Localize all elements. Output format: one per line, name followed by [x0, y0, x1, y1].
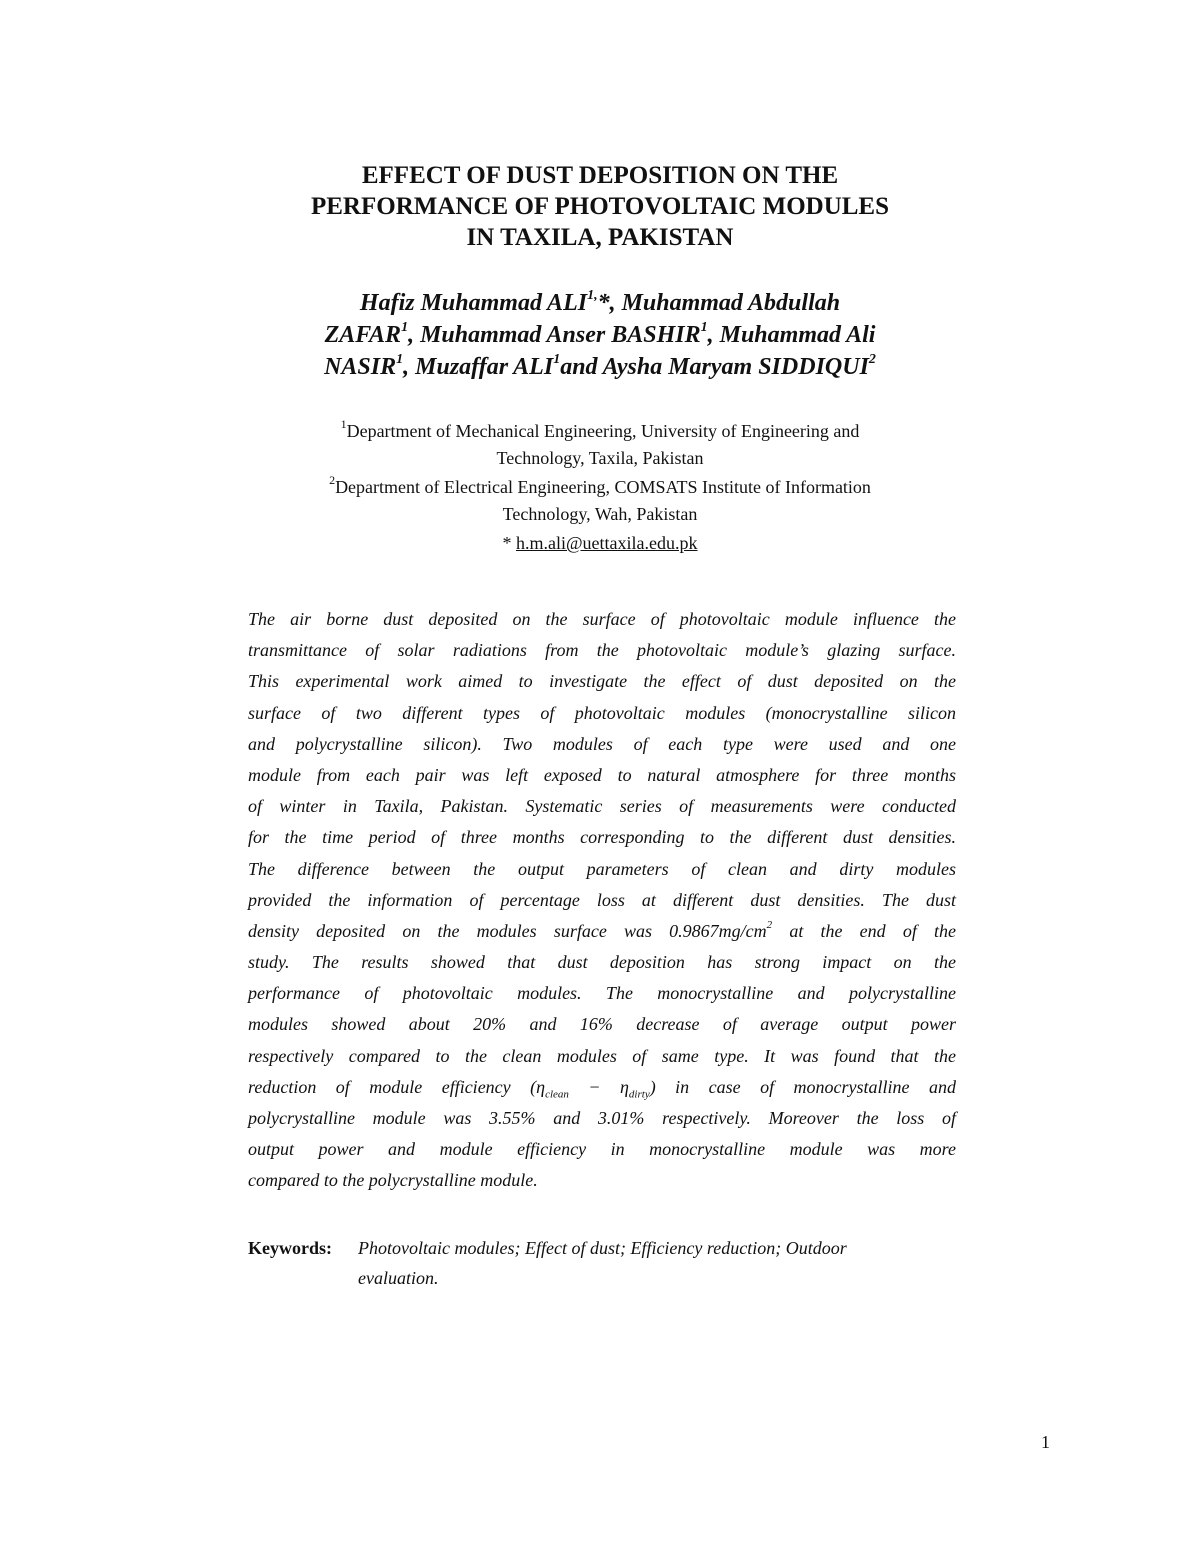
title-line: EFFECT OF DUST DEPOSITION ON THE [361, 162, 839, 189]
abstract-line: performance of photovoltaic modules. The monocrystalline and polycrystalline [248, 983, 956, 1004]
author-line [200, 319, 1000, 351]
author-affiliation-mark: 1 [401, 320, 409, 335]
keywords-label: Keywords: [248, 1238, 332, 1258]
author-affiliation-mark: 1 [553, 352, 561, 367]
abstract-line: and polycrystalline silicon). Two modules of each type were used and one [248, 733, 956, 754]
author-affiliation-mark: 1 [700, 320, 708, 335]
eta-subscript: clean [545, 1088, 569, 1101]
author-name: *, Muhammad Abdullah [597, 290, 841, 316]
abstract-line: provided the information of percentage loss at different dust densities. The dust [248, 889, 956, 910]
keywords-text: Photovoltaic modules; Effect of dust; Efficiency reduction; Outdoor [358, 1238, 847, 1258]
author-line [200, 287, 1000, 319]
affiliation-text: Technology, Taxila, Pakistan [496, 448, 704, 468]
abstract-line: surface of two different types of photovoltaic modules (monocrystalline silicon [248, 702, 956, 723]
minus-sign: − [568, 1076, 620, 1097]
eta-subscript: dirty [628, 1088, 650, 1101]
keywords-text: evaluation. [358, 1268, 439, 1288]
email-prefix: * [502, 533, 516, 553]
author-list [200, 287, 1000, 383]
abstract-line: modules showed about 20% and 16% decrease of average output power [248, 1014, 956, 1035]
abstract-line: polycrystalline module was 3.55% and 3.01% respectively. Moreover the loss of [248, 1108, 956, 1128]
density-text: at the end of the [772, 920, 956, 941]
abstract-line: compared to the polycrystalline module. [248, 1170, 538, 1191]
abstract-line: The air borne dust deposited on the surface of photovoltaic module influence the [248, 609, 956, 629]
abstract-line: module from each pair was left exposed to natural atmosphere for three months [248, 764, 956, 785]
affiliation-2 [200, 474, 1000, 528]
abstract-line: The difference between the output parameters of clean and dirty modules [248, 858, 956, 879]
abstract-line: output power and module efficiency in monocrystalline module was more [248, 1139, 956, 1160]
efficiency-text: reduction of module efficiency ( [248, 1076, 537, 1097]
affiliations [200, 418, 1000, 557]
author-affiliation-mark: 2 [868, 352, 876, 367]
author-name: , Muhammad Anser BASHIR [408, 322, 701, 348]
title-line: PERFORMANCE OF PHOTOVOLTAIC MODULES [310, 193, 889, 220]
affiliation-text: Department of Electrical Engineering, COMSATS Institute of Information [335, 477, 871, 497]
author-name: , Muhammad Ali [707, 322, 876, 348]
efficiency-text: ) in case of monocrystalline and [649, 1076, 956, 1097]
abstract-line [248, 1072, 956, 1103]
abstract-line: study. The results showed that dust deposition has strong impact on the [248, 952, 956, 973]
density-unit-exponent: 2 [766, 918, 773, 931]
author-name: NASIR [324, 354, 397, 380]
eta-symbol: η [536, 1076, 546, 1097]
abstract [248, 604, 956, 1197]
eta-symbol: η [619, 1076, 629, 1097]
paper-title [200, 160, 1000, 253]
author-name: Hafiz Muhammad ALI [359, 290, 588, 316]
affiliation-text: Department of Mechanical Engineering, University of Engineering and [346, 421, 860, 441]
author-affiliation-mark: 1 [396, 352, 404, 367]
author-line [200, 351, 1000, 383]
author-name: , Muzaffar ALI [403, 354, 554, 380]
affiliation-mark: 1 [340, 417, 347, 431]
page-number: 1 [1041, 1432, 1050, 1452]
affiliation-1 [200, 418, 1000, 472]
affiliation-text: Technology, Wah, Pakistan [502, 504, 698, 524]
affiliation-mark: 2 [329, 473, 336, 487]
keywords [248, 1233, 956, 1293]
title-line: IN TAXILA, PAKISTAN [466, 224, 734, 251]
email-link[interactable]: h.m.ali@uettaxila.edu.pk [515, 533, 698, 553]
author-affiliation-mark: 1, [587, 288, 598, 303]
abstract-line: transmittance of solar radiations from the photovoltaic module’s glazing surface. [248, 640, 956, 661]
abstract-line: for the time period of three months corresponding to the different dust densities. [248, 827, 956, 848]
density-text: density deposited on the modules surface was 0.9867mg/cm [248, 920, 767, 941]
abstract-line: This experimental work aimed to investigate the effect of dust deposited on the [248, 671, 956, 692]
author-name: ZAFAR [324, 322, 402, 348]
abstract-line: of winter in Taxila, Pakistan. Systematic series of measurements were conducted [248, 796, 956, 817]
author-name: and Aysha Maryam SIDDIQUI [560, 354, 869, 380]
corresponding-email [200, 530, 1000, 557]
abstract-line [248, 916, 956, 947]
abstract-line: respectively compared to the clean modules of same type. It was found that the [248, 1045, 956, 1066]
